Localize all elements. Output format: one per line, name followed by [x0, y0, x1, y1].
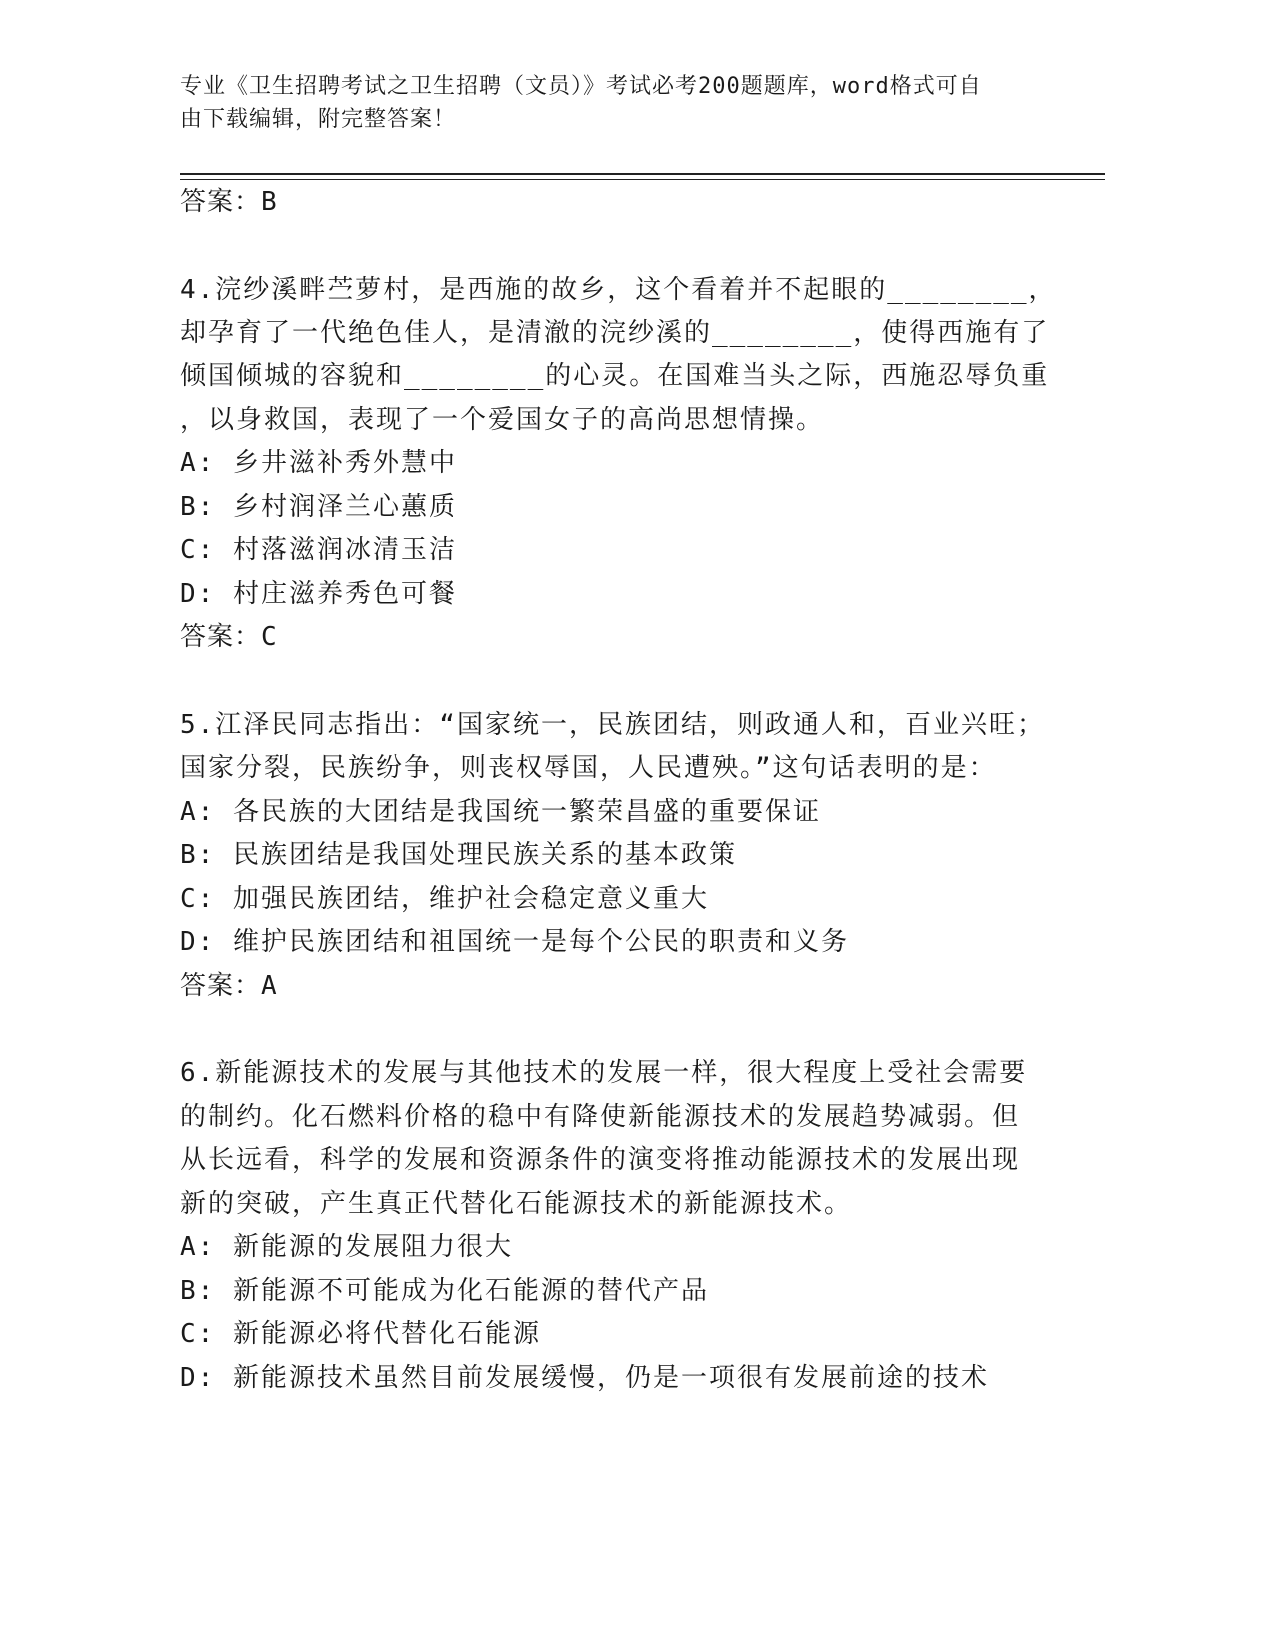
question-5-option-c: C: 加强民族团结，维护社会稳定意义重大: [180, 884, 709, 914]
question-6-option-a: A: 新能源的发展阻力很大: [180, 1232, 513, 1262]
question-4-option-a: A: 乡井滋补秀外慧中: [180, 448, 457, 478]
question-4-option-d: D: 村庄滋养秀色可餐: [180, 579, 457, 609]
header-line-1: 专业《卫生招聘考试之卫生招聘（文员）》考试必考200题题库，word格式可自: [180, 74, 982, 99]
header-divider-thick: [180, 173, 1105, 175]
question-5-answer: 答案：A: [180, 971, 278, 1001]
question-5-option-b: B: 民族团结是我国处理民族关系的基本政策: [180, 840, 737, 870]
question-6-option-b: B: 新能源不可能成为化石能源的替代产品: [180, 1276, 709, 1306]
question-5-option-a: A: 各民族的大团结是我国统一繁荣昌盛的重要保证: [180, 797, 821, 827]
question-5-option-d: D: 维护民族团结和祖国统一是每个公民的职责和义务: [180, 927, 849, 957]
header-line-2: 由下载编辑，附完整答案！: [180, 107, 457, 132]
question-4-line-1: 4.浣纱溪畔苎萝村，是西施的故乡，这个看着并不起眼的________，: [180, 275, 1057, 305]
question-6-line-3: 从长远看，科学的发展和资源条件的演变将推动能源技术的发展出现: [180, 1145, 1021, 1175]
question-6-line-2: 的制约。化石燃料价格的稳中有降使新能源技术的发展趋势减弱。但: [180, 1102, 1021, 1132]
question-4-line-2: 却孕育了一代绝色佳人，是清澈的浣纱溪的________，使得西施有了: [180, 318, 1050, 348]
question-4-line-4: ，以身救国，表现了一个爱国女子的高尚思想情操。: [180, 405, 825, 435]
answer-previous: 答案：B: [180, 187, 278, 217]
question-5-line-2: 国家分裂，民族纷争，则丧权辱国，人民遭殃。”这句话表明的是：: [180, 753, 997, 783]
question-4-line-3: 倾国倾城的容貌和________的心灵。在国难当头之际，西施忍辱负重: [180, 361, 1050, 391]
question-6-line-1: 6.新能源技术的发展与其他技术的发展一样，很大程度上受社会需要: [180, 1058, 1028, 1088]
question-4-option-c: C: 村落滋润冰清玉洁: [180, 535, 457, 565]
header-divider-thin: [180, 179, 1105, 180]
question-6-option-c: C: 新能源必将代替化石能源: [180, 1319, 541, 1349]
question-4-option-b: B: 乡村润泽兰心蕙质: [180, 492, 457, 522]
question-6-line-4: 新的突破，产生真正代替化石能源技术的新能源技术。: [180, 1189, 853, 1219]
question-5-line-1: 5.江泽民同志指出：“国家统一，民族团结，则政通人和，百业兴旺；: [180, 710, 1045, 740]
question-6-option-d: D: 新能源技术虽然目前发展缓慢，仍是一项很有发展前途的技术: [180, 1363, 989, 1393]
question-4-answer: 答案：C: [180, 622, 278, 652]
document-header: [180, 70, 1040, 136]
